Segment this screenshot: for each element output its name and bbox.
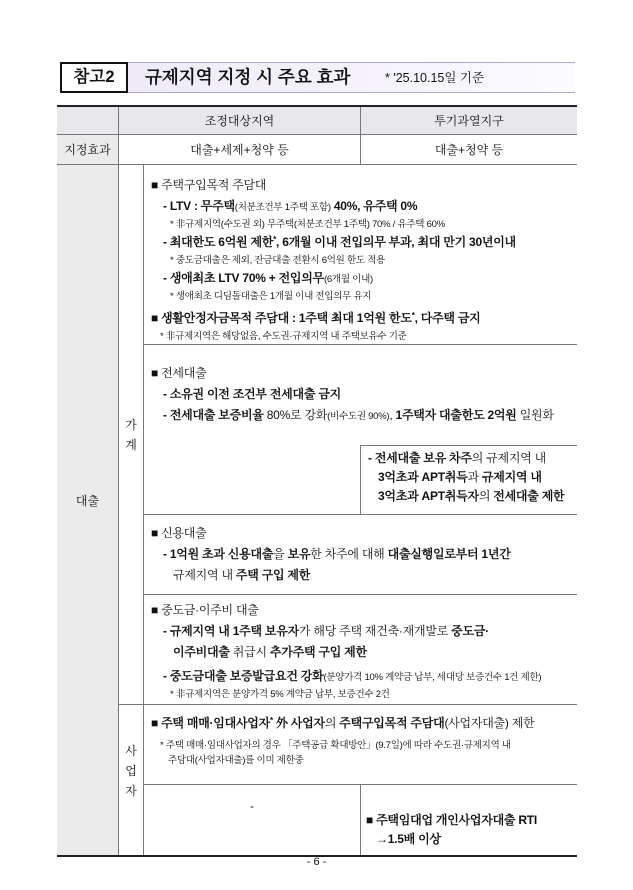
content-line (144, 666, 577, 687)
text-segment: →1.5배 이상 (376, 832, 441, 846)
credit-loan-block (143, 515, 577, 595)
page-number: - 6 - (306, 856, 327, 868)
text-segment: 취급시 (229, 645, 270, 659)
business-adjusted-cell (143, 785, 360, 855)
content-line (144, 713, 577, 734)
text-segment: 3억초과 APT취득 (378, 470, 468, 484)
reference-tag (60, 62, 128, 93)
business-label: 사업자 (125, 744, 137, 798)
text-segment: * (273, 235, 277, 244)
text-segment: 40%, 유주택 0% (330, 199, 418, 213)
text-segment: * (270, 716, 273, 725)
content-line (361, 811, 577, 830)
content-line (361, 468, 577, 487)
jeonse-adjusted-empty-cell (143, 445, 360, 515)
content-line (144, 232, 577, 253)
text-segment: 주담대(사업자대출)를 이미 제한중 (168, 755, 304, 766)
text-segment: * 생애최초 디딤돌대출은 1개월 이내 전입의무 유지 (170, 291, 372, 302)
jeonse-speculative-box (360, 445, 577, 515)
text-segment: - 1억원 초과 신용대출 (163, 547, 274, 561)
title-bar (60, 62, 575, 93)
jeonse-loan-block (143, 345, 577, 445)
effect-row-label-cell (57, 135, 118, 165)
text-segment: (비수도권 90%) (327, 411, 390, 422)
column-header-speculative-area (360, 107, 577, 135)
text-segment: * 주택 매매·임대사업자의 경우 「주택공급 확대방안」(9.7일)에 따라 수도권·규제지역 내 (160, 740, 511, 751)
text-segment: , 6개월 이내 전입의무 부과, 최대 만기 30년이내 (276, 235, 516, 249)
text-segment: - 소유권 이전 조건부 전세대출 금지 (163, 387, 341, 401)
content-line (144, 308, 577, 329)
effect-speculative-value: 대출+청약 등 (434, 143, 504, 157)
business-speculative-cell (360, 785, 577, 855)
title-band (128, 62, 575, 93)
text-segment: ■ 중도금·이주비 대출 (151, 603, 259, 617)
text-segment: - 규제지역 내 1주택 보유자 (163, 624, 299, 638)
content-line (144, 565, 577, 586)
text-segment: 의 (324, 716, 340, 730)
text-segment: 의 규제지역 내 (471, 451, 546, 465)
page-title: 규제지역 지정 시 주요 효과 (145, 67, 351, 87)
text-segment: ■ 주택구입목적 주담대 (151, 178, 267, 192)
header-corner-cell (57, 107, 118, 135)
text-segment: 과 (467, 470, 482, 484)
content-line (144, 544, 577, 565)
text-segment: ■ 주택 매매·임대사업자 (151, 716, 270, 730)
column-header-speculative-label: 투기과열지구 (434, 114, 504, 128)
content-line (144, 621, 577, 642)
text-segment: - 생애최초 LTV 70% + 전입의무 (163, 271, 324, 285)
text-segment: 이주비대출 (173, 645, 230, 659)
content-line (144, 384, 577, 405)
reference-tag-label: 참고2 (73, 68, 115, 86)
content-line (144, 196, 577, 217)
text-segment: 가 해당 주택 재건축·재개발로 (298, 624, 452, 638)
text-segment: 外 사업자 (272, 716, 325, 730)
text-segment: * 非규제지역(수도권 외) 무주택(처분조건부 1주택) 70% / 유주택 60% (170, 219, 445, 230)
text-segment: ■ 신용대출 (151, 526, 207, 540)
effect-adjusted-cell (118, 135, 360, 165)
text-segment: 80%로 강화 (266, 408, 328, 422)
loan-label: 대출 (75, 493, 100, 508)
text-segment: , 다주택 금지 (414, 311, 481, 325)
text-segment: 대출실행일로부터 1년간 (387, 547, 511, 561)
content-line (144, 600, 577, 621)
content-line (144, 642, 577, 663)
text-segment: ■ 주택임대업 개인사업자대출 RTI (366, 813, 537, 827)
column-header-adjusted-label: 조정대상지역 (204, 114, 275, 128)
text-segment: 전세대출 제한 (493, 489, 565, 503)
content-line (144, 523, 577, 544)
effects-table (57, 105, 577, 857)
text-segment: (사업자대출) 제한 (444, 716, 535, 730)
content-line (144, 329, 577, 344)
content-line (361, 830, 577, 849)
text-segment: * 非규제지역은 해당없음, 수도권·규제지역 내 주택보유수 기준 (160, 331, 407, 342)
content-line (144, 217, 577, 232)
text-segment: 규제지역 내 (173, 568, 236, 582)
household-label-cell (118, 165, 143, 705)
text-segment: 주택 구입 제한 (235, 568, 311, 582)
text-segment: * 非규제지역은 분양가격 5% 계약금 납부, 보증건수 2건 (170, 689, 390, 700)
effect-row-label: 지정효과 (64, 143, 111, 157)
text-segment: ■ 생활안정자금목적 주담대 : 1주택 최대 1억원 한도 (151, 311, 412, 325)
text-segment: (분양가격 10% 계약금 납부, 세대당 보증건수 1건 제한) (323, 672, 542, 683)
business-adjusted-value: - (250, 799, 254, 813)
text-segment: 3억초과 APT취득자 (378, 489, 479, 503)
mortgage-purchase-block (143, 165, 577, 345)
text-segment: - 중도금대출 보증발급요건 강화 (163, 669, 324, 683)
text-segment: 보유 (287, 547, 311, 561)
text-segment: - 최대한도 6억원 제한 (163, 235, 274, 249)
business-mortgage-block (143, 705, 577, 785)
text-segment: 의 (478, 489, 494, 503)
content-line (144, 175, 577, 196)
content-line (361, 449, 577, 468)
text-segment: - 전세대출 보증비율 (163, 408, 267, 422)
effect-speculative-cell (360, 135, 577, 165)
content-line (144, 753, 577, 768)
content-line (144, 687, 577, 702)
text-segment: (처분조건부 1주택 포함) (234, 202, 331, 213)
text-segment: 일원화 (516, 408, 554, 422)
content-line (144, 363, 577, 384)
text-segment: ■ 전세대출 (151, 366, 207, 380)
content-line (144, 738, 577, 753)
content-line (144, 268, 577, 289)
text-segment: , (389, 408, 396, 422)
text-segment: 1주택자 대출한도 2억원 (395, 408, 517, 422)
household-label: 가계 (125, 417, 137, 452)
text-segment: 을 (273, 547, 288, 561)
text-segment: - LTV : 무주택 (163, 199, 235, 213)
text-segment: 주택구입목적 주담대 (339, 716, 445, 730)
business-label-cell (118, 705, 143, 855)
text-segment: 한 차주에 대해 (310, 547, 388, 561)
loan-label-cell (57, 165, 118, 855)
text-segment: * (411, 311, 415, 320)
reference-date-note: * '25.10.15일 기준 (385, 71, 485, 85)
text-segment: * 중도금대출은 제외, 잔금대출 전환시 6억원 한도 적용 (170, 255, 386, 266)
content-line (144, 289, 577, 304)
text-segment: 추가주택 구입 제한 (269, 645, 367, 659)
text-segment: 중도금· (451, 624, 489, 638)
content-line (144, 253, 577, 268)
column-header-adjusted-area (118, 107, 360, 135)
content-line (361, 487, 577, 506)
interim-relocation-loan-block (143, 595, 577, 705)
text-segment: - 전세대출 보유 차주 (368, 451, 472, 465)
text-segment: 규제지역 내 (481, 470, 542, 484)
content-line (144, 405, 577, 426)
effect-adjusted-value: 대출+세제+청약 등 (190, 143, 289, 157)
text-segment: (6개월 이내) (323, 274, 373, 285)
